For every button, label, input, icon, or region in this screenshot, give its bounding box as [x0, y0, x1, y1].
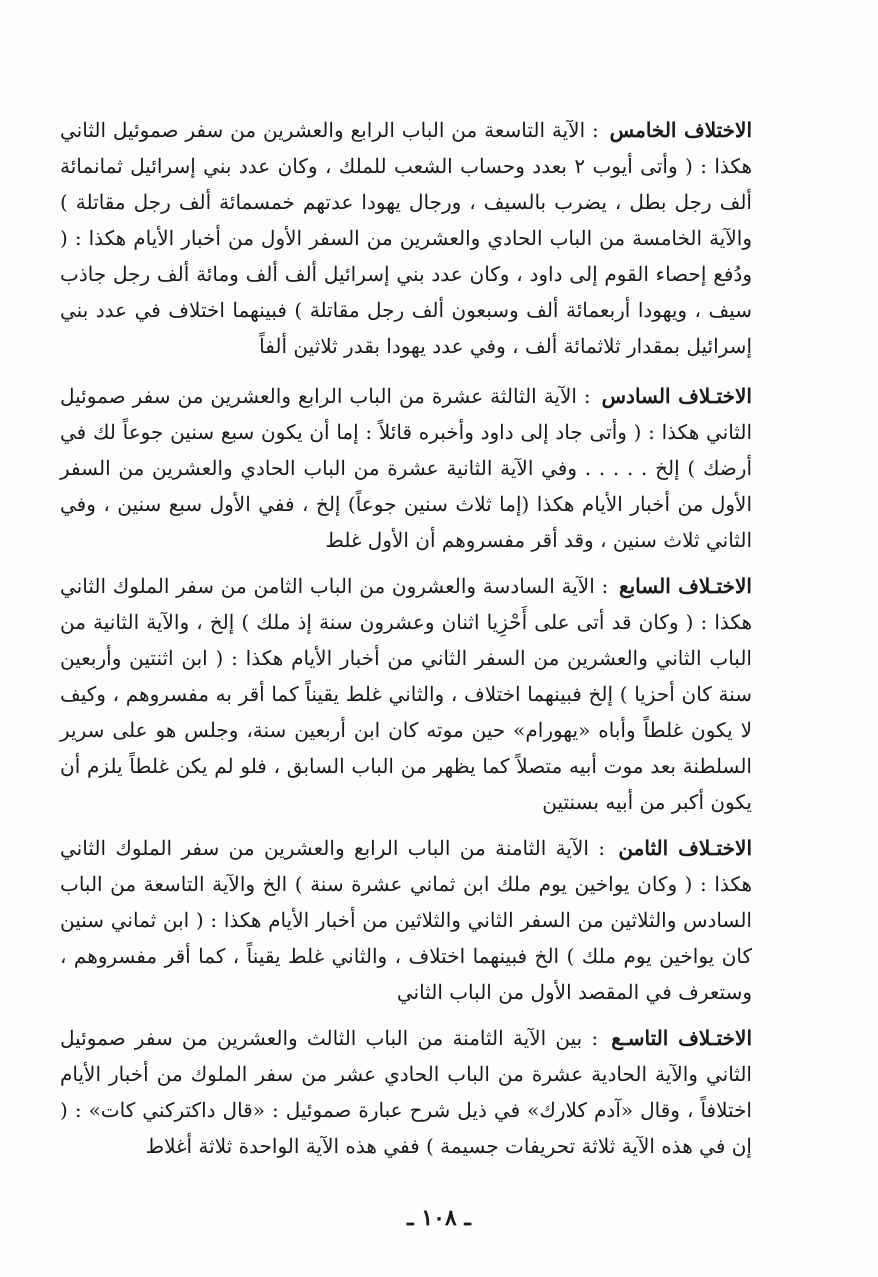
paragraph-heading: الاختـلاف السابع: [618, 574, 752, 598]
paragraph-heading: الاختـلاف السادس: [601, 384, 752, 408]
paragraph-text: : الآية السادسة والعشرون من الباب الثامن من سفر الملوك الثاني هكذا : ( وكان قد أتى على أَحْزِيا اثنان وعشرون سنة إذ ملك ) إلخ ، والآية الثانية من الباب الثاني والعشرين من السفر الثاني من أخبار الأيام هكذا : ( ابن اثنتين وأربعين سنة كان أحزيا ) إلخ فبينهما اختلاف ، والثاني غلط يقيناً كما أقر به مفسروهم ، وكيف لا يكون غلطاً وأباه «يهورام» حين موته كان ابن أربعين سنة، وجلس هو على سرير السلطنة بعد موت أبيه متصلاً كما يظهر من الباب السابق ، فلو لم يكن غلطاً يلزم أن يكون أكبر من أبيه بسنتين: [60, 574, 752, 814]
paragraph-5th-discrepancy: [60, 112, 752, 364]
paragraph-text: : الآية الثالثة عشرة من الباب الرابع والعشرين من سفر صموئيل الثاني هكذا : ( وأتى جاد إلى داود وأخبره قائلاً : إما أن يكون سبع سنين جوعاً لك في أرضك ) إلخ . . . . . وفي الآية الثانية عشرة من الباب الحادي والعشرين من السفر الأول من أخبار الأيام هكذا (إما ثلاث سنين جوعاً) إلخ ، ففي الأول سبع سنين ، وفي الثاني ثلاث سنين ، وقد أقر مفسروهم أن الأول غلط: [60, 384, 752, 552]
paragraph-text: : الآية الثامنة من الباب الرابع والعشرين من سفر الملوك الثاني هكذا : ( وكان يواخين يوم ملك ابن ثماني عشرة سنة ) الخ والآية التاسعة من الباب السادس والثلاثين من السفر الثاني والثلاثين من أخبار الأيام هكذا : ( ابن ثماني سنين كان يواخين يوم ملك ) الخ فبينهما اختلاف ، والثاني غلط يقيناً ، كما أقر مفسروهم ، وستعرف في المقصد الأول من الباب الثاني: [60, 836, 752, 1004]
paragraph-8th-discrepancy: [60, 830, 752, 1010]
paragraph-6th-discrepancy: [60, 378, 752, 558]
paragraph-7th-discrepancy: [60, 568, 752, 820]
page-body: [60, 112, 752, 1174]
page-number: ـ ١٠٨ ـ: [407, 1205, 471, 1231]
paragraph-text: : بين الآية الثامنة من الباب الثالث والعشرين من سفر صموئيل الثاني والآية الحادية عشرة من الباب الحادي عشر من سفر الملوك من أخبار الأيام اختلافاً ، وقال «آدم كلارك» في ذيل شرح عبارة صموئيل : «قال داكتركني كات» : ( إن في هذه الآية ثلاثة تحريفات جسيمة ) ففي هذه الآية الواحدة ثلاثة أغلاط: [60, 1026, 752, 1158]
paragraph-heading: الاختلاف الخامس: [609, 118, 752, 142]
paragraph-9th-discrepancy: [60, 1020, 752, 1164]
paragraph-text: : الآية التاسعة من الباب الرابع والعشرين من سفر صموئيل الثاني هكذا : ( وأتى أيوب ٢ بعدد وحساب الشعب للملك ، وكان عدد بني إسرائيل ثمانمائة ألف رجل بطل ، يضرب بالسيف ، ورجال يهودا عدتهم خمسمائة ألف رجل مقاتلة ) والآية الخامسة من الباب الحادي والعشرين من السفر الأول من أخبار الأيام هكذا : ( ودُفع إحصاء القوم إلى داود ، وكان عدد بني إسرائيل ألف ألف ومائة ألف رجل جاذب سيف ، ويهودا أربعمائة ألف وسبعون ألف رجل مقاتلة ) فبينهما اختلاف في عدد بني إسرائيل بمقدار ثلاثمائة ألف ، وفي عدد يهودا بقدر ثلاثين ألفاً: [60, 118, 752, 358]
paragraph-heading: الاختـلاف الثامن: [618, 836, 752, 860]
paragraph-heading: الاختـلاف التاسـع: [611, 1026, 753, 1050]
